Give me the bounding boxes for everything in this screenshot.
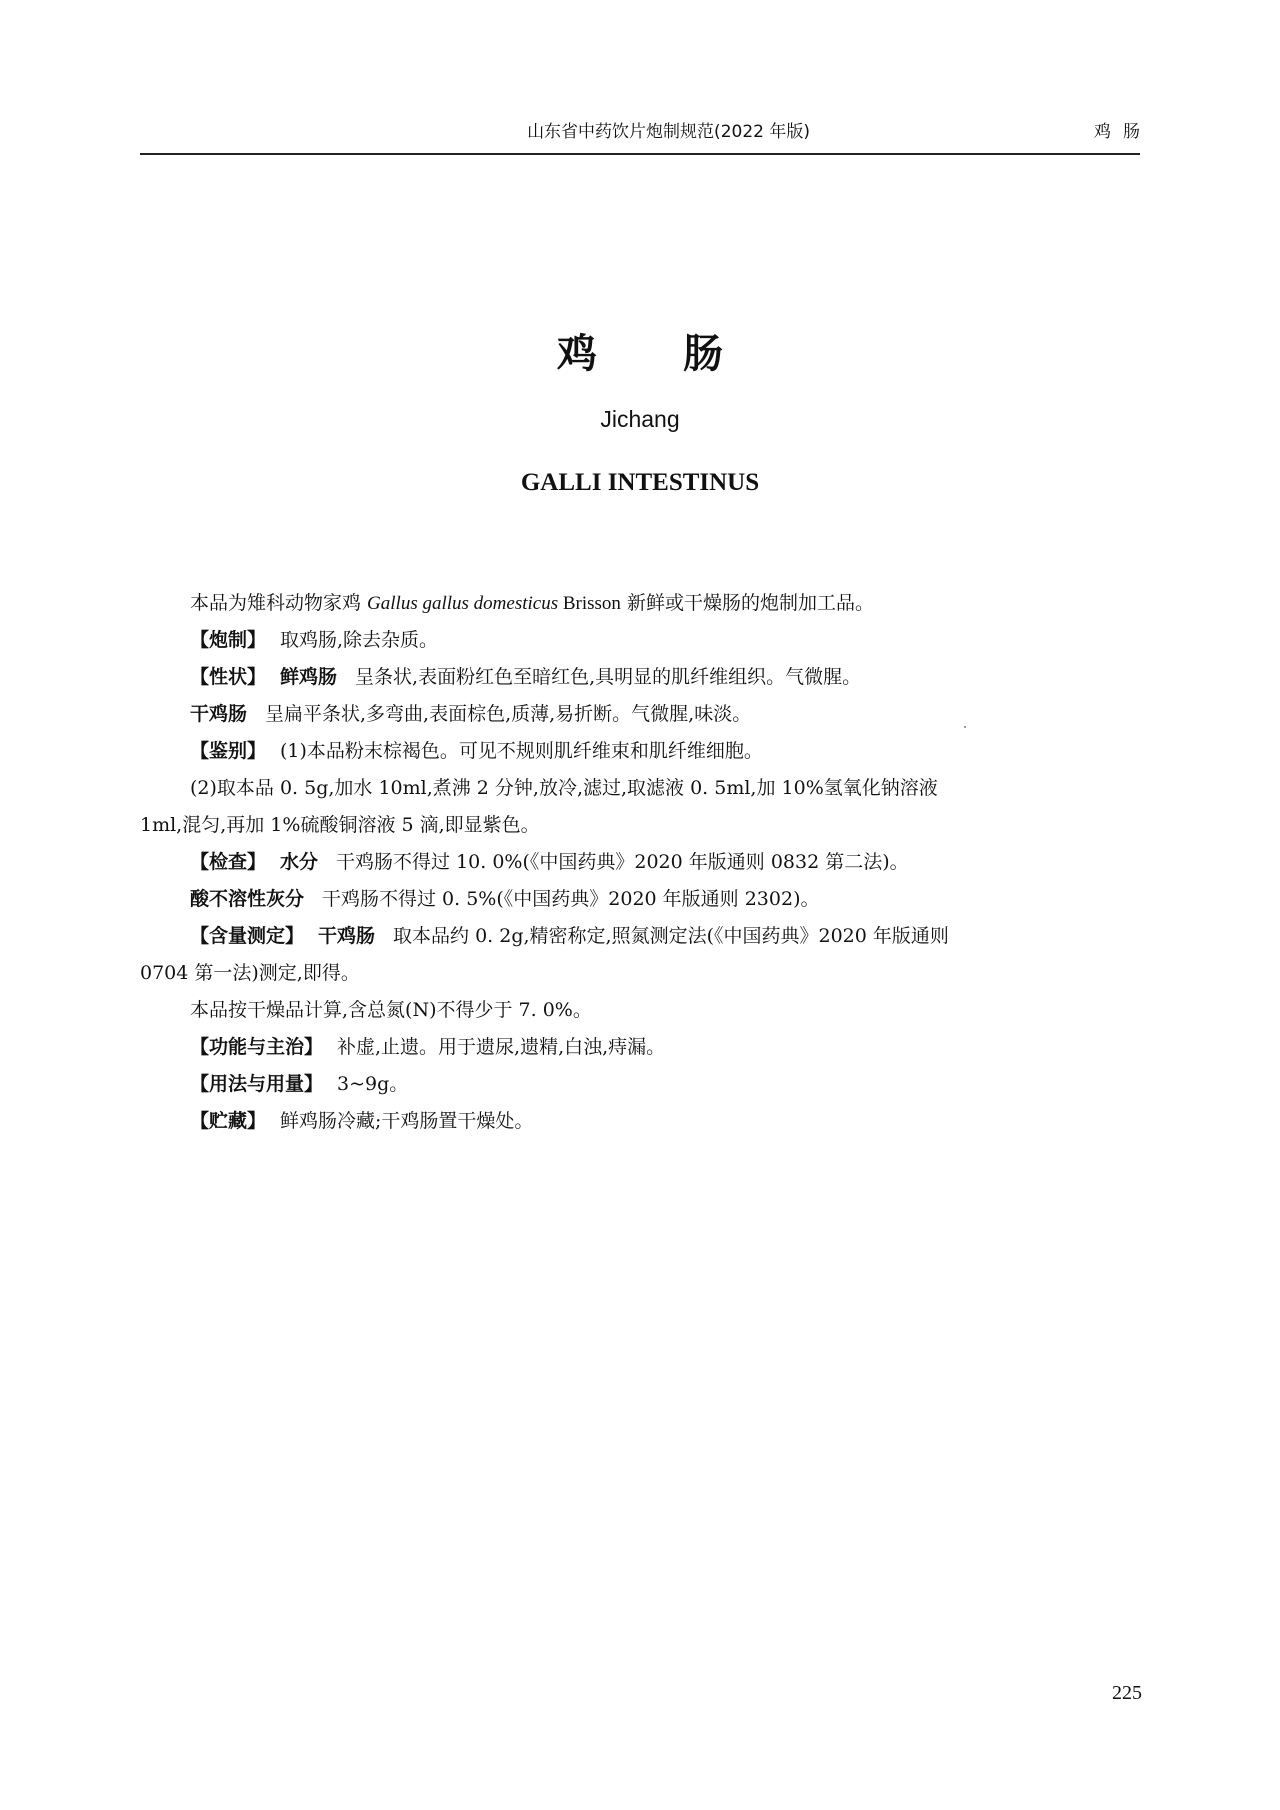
assay-cont: 0704 第一法)测定,即得。: [140, 962, 360, 984]
species-name: Gallus gallus domesticus: [367, 593, 559, 614]
description-section: 【性状】 鲜鸡肠 呈条状,表面粉红色至暗红色,具明显的肌纤维组织。气微腥。: [190, 666, 862, 688]
ash-label: 酸不溶性灰分: [190, 888, 305, 910]
identification-label: 【鉴别】: [190, 740, 267, 762]
dosage-label: 【用法与用量】: [190, 1073, 324, 1095]
dried-description: 干鸡肠 呈扁平条状,多弯曲,表面棕色,质薄,易折断。气微腥,味淡。: [190, 703, 752, 725]
dosage-section: 【用法与用量】 3~9g。: [190, 1073, 409, 1095]
species-author: Brisson: [558, 593, 621, 614]
intro-paragraph: 本品为雉科动物家鸡 Gallus gallus domesticus Brisson 新鲜或干燥肠的炮制加工品。: [190, 592, 874, 614]
storage-label: 【贮藏】: [190, 1110, 267, 1132]
description-label: 【性状】: [190, 666, 267, 688]
fresh-label: 鲜鸡肠: [280, 666, 338, 688]
monograph-latin-name: GALLI INTESTINUS: [520, 469, 760, 496]
monograph-body: [140, 585, 1145, 1140]
identification-item-2: (2)取本品 0. 5g,加水 10ml,煮沸 2 分钟,放冷,滤过,取滤液 0. 5ml,加 10%氢氧化钠溶液: [190, 777, 938, 799]
function-label: 【功能与主治】: [190, 1036, 324, 1058]
monograph-title: 鸡 肠: [557, 331, 759, 377]
identification-item-2-cont: 1ml,混匀,再加 1%硫酸铜溶液 5 滴,即显紫色。: [140, 814, 540, 836]
processing-section: 【炮制】 取鸡肠,除去杂质。: [190, 629, 439, 651]
scan-speck: [964, 726, 966, 728]
processing-label: 【炮制】: [190, 629, 267, 651]
moisture-label: 水分: [280, 851, 319, 873]
storage-section: 【贮藏】 鲜鸡肠冷藏;干鸡肠置干燥处。: [190, 1110, 534, 1132]
assay-label: 【含量测定】: [190, 925, 305, 947]
entry-name: 鸡肠: [1094, 122, 1152, 142]
identification-section: 【鉴别】 (1)本品粉末棕褐色。可见不规则肌纤维束和肌纤维细胞。: [190, 740, 763, 762]
assay-limit: 本品按干燥品计算,含总氮(N)不得少于 7. 0%。: [190, 999, 592, 1021]
acid-insoluble-ash: 酸不溶性灰分 干鸡肠不得过 0. 5%(《中国药典》2020 年版通则 2302)。: [190, 888, 820, 910]
function-section: 【功能与主治】 补虚,止遗。用于遗尿,遗精,白浊,痔漏。: [190, 1036, 666, 1058]
assay-section: 【含量测定】 干鸡肠 取本品约 0. 2g,精密称定,照氮测定法(《中国药典》2020 年版通则: [190, 925, 949, 947]
inspection-label: 【检查】: [190, 851, 267, 873]
inspection-section: 【检查】 水分 干鸡肠不得过 10. 0%(《中国药典》2020 年版通则 0832 第二法)。: [190, 851, 909, 873]
running-header: [140, 116, 1152, 148]
assay-sub-label: 干鸡肠: [318, 925, 376, 947]
header-rule: [140, 153, 1140, 155]
page-number: 225: [1112, 1682, 1142, 1704]
monograph-pinyin: Jichang: [600, 406, 680, 432]
book-title: 山东省中药饮片炮制规范(2022 年版): [527, 122, 810, 142]
dried-label: 干鸡肠: [190, 703, 248, 725]
